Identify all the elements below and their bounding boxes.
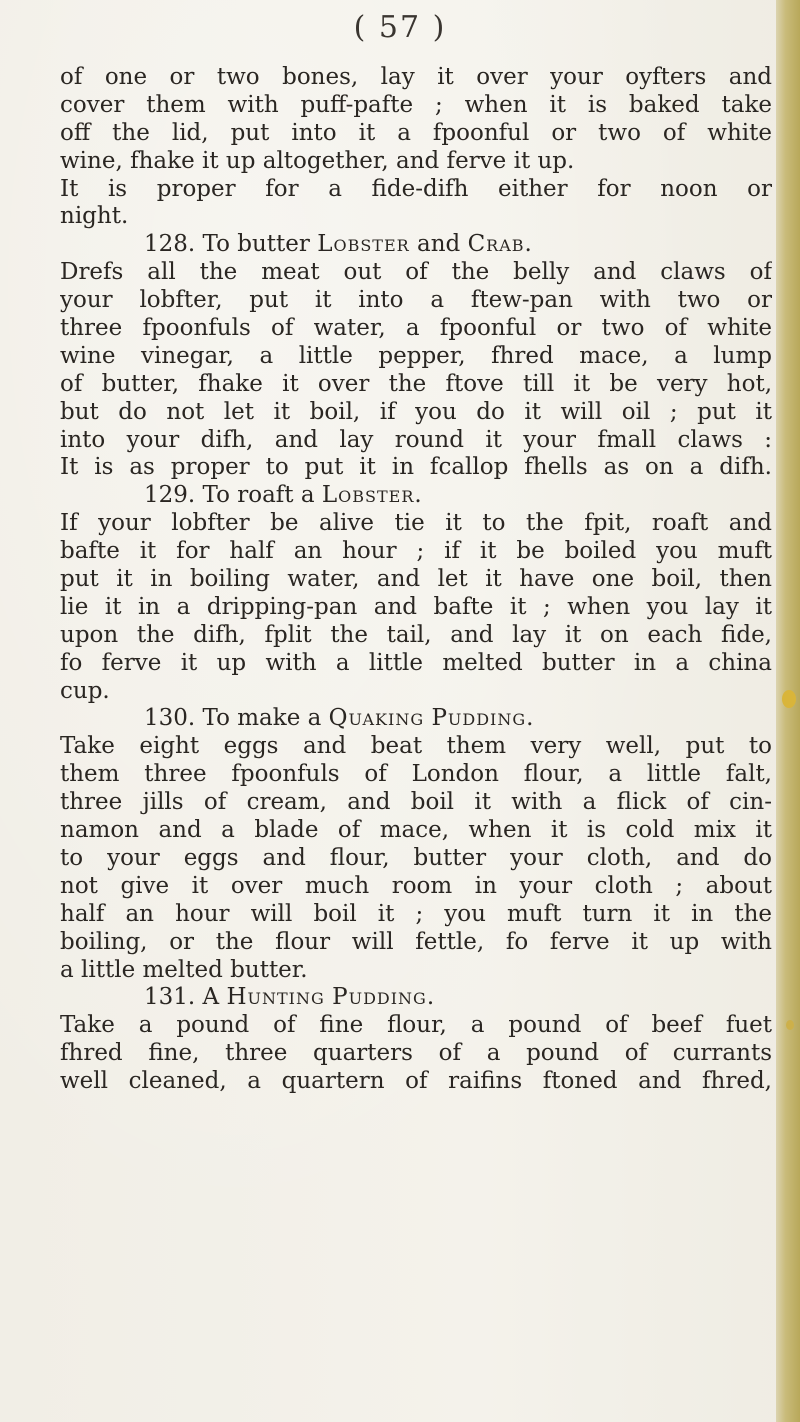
text-line: half an hour will boil it ; you muft turn it in the [60, 900, 772, 927]
page-number: ( 57 ) [353, 10, 447, 45]
text-line: well cleaned, a quartern of raifins ftoned and fhred, [60, 1068, 772, 1095]
text-line: off the lid, put into it a fpoonful or two of white [60, 119, 772, 146]
text-line: It is as proper to put it in fcallop fhells as on a difh. [60, 454, 772, 481]
text-line: three jills of cream, and boil it with a flick of cin- [60, 789, 772, 816]
recipe-heading [60, 705, 772, 733]
text-line: wine vinegar, a little pepper, fhred mace, a lump [60, 342, 772, 369]
text-line: three fpoonfuls of water, a fpoonful or two of white [60, 315, 772, 342]
stain-mark [786, 1020, 794, 1030]
recipe-number: 129. [144, 482, 196, 509]
text-line: Drefs all the meat out of the belly and claws of [60, 259, 772, 286]
heading-smallcaps: Crab. [467, 231, 533, 258]
text-line: namon and a blade of mace, when it is cold mix it [60, 817, 772, 844]
heading-text: To roaft a [202, 482, 315, 509]
text-line: of butter, fhake it over the ftove till it be very hot, [60, 370, 772, 397]
text-line: wine, fhake it up altogether, and ferve it up. [60, 147, 575, 174]
text-line: your lobfter, put it into a ftew-pan with two or [60, 287, 772, 314]
body-text [60, 64, 772, 1096]
text-line: into your difh, and lay round it your fmall claws : [60, 426, 772, 453]
heading-smallcaps: Pudding. [431, 705, 535, 732]
page-edge [776, 0, 800, 1422]
heading-smallcaps: Lobster [317, 231, 410, 258]
recipe-number: 128. [144, 231, 196, 258]
text-line: Take a pound of fine flour, a pound of beef fuet [60, 1012, 772, 1039]
text-line: night. [60, 203, 129, 230]
recipe-heading [60, 984, 772, 1012]
heading-text: To make a [202, 705, 322, 732]
text-line: put it in boiling water, and let it have one boil, then [60, 566, 772, 593]
recipe-number: 131. [144, 984, 196, 1011]
heading-smallcaps: Quaking [328, 705, 425, 732]
text-line: but do not let it boil, if you do it will oil ; put it [60, 398, 772, 425]
text-line: not give it over much room in your cloth ; about [60, 872, 772, 899]
heading-smallcaps: Pudding. [332, 984, 436, 1011]
text-line: of one or two bones, lay it over your oyfters and [60, 64, 772, 90]
recipe-number: 130. [144, 705, 196, 732]
stain-mark [782, 690, 796, 708]
text-line: bafte it for half an hour ; if it be boiled you muft [60, 538, 772, 565]
text-line: upon the difh, fplit the tail, and lay it on each fide, [60, 621, 772, 648]
text-line: cover them with puff-pafte ; when it is baked take [60, 91, 772, 118]
text-line: fo ferve it up with a little melted butter in a china [60, 649, 772, 676]
text-line: cup. [60, 677, 110, 704]
heading-smallcaps: Lobster. [321, 482, 423, 509]
heading-text: and [417, 231, 461, 258]
heading-smallcaps: Hunting [226, 984, 325, 1011]
heading-text: To butter [202, 231, 310, 258]
text-line: If your lobfter be alive tie it to the fpit, roaft and [60, 510, 772, 537]
text-line: It is proper for a fide-difh either for noon or [60, 175, 772, 202]
text-line: them three fpoonfuls of London flour, a little falt, [60, 761, 772, 788]
text-line: Take eight eggs and beat them very well, put to [60, 733, 772, 760]
recipe-heading [60, 482, 772, 510]
text-line: a little melted butter. [60, 956, 308, 983]
recipe-heading [60, 231, 772, 259]
text-line: lie it in a dripping-pan and bafte it ; when you lay it [60, 593, 772, 620]
text-line: boiling, or the flour will fettle, fo ferve it up with [60, 928, 772, 955]
text-line: fhred fine, three quarters of a pound of currants [60, 1040, 772, 1067]
text-line: to your eggs and flour, butter your cloth, and do [60, 844, 772, 871]
heading-text: A [202, 984, 220, 1011]
